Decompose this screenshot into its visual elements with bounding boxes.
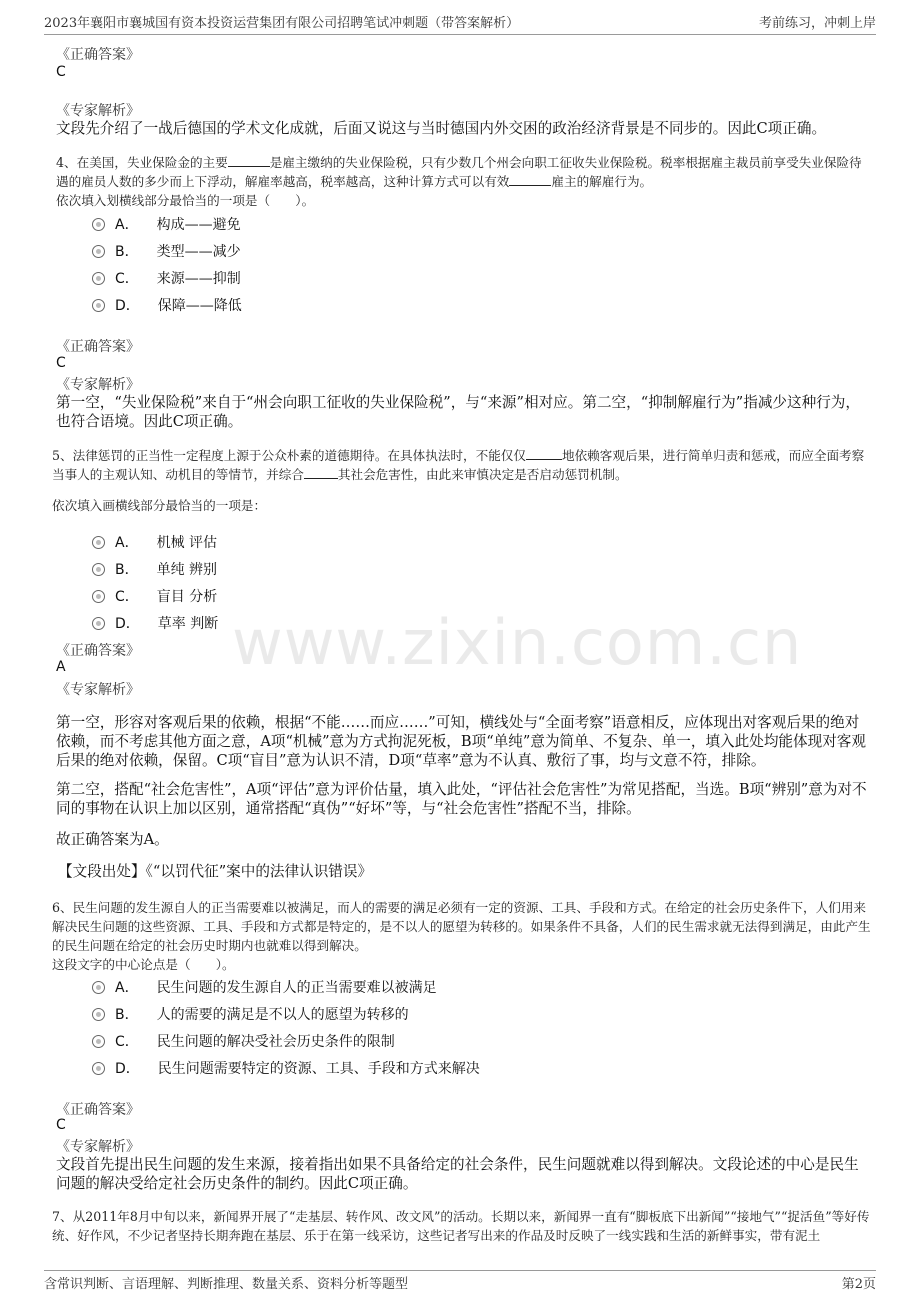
q5-option-a[interactable]: A． 机械 评估: [92, 532, 217, 552]
q6-option-c[interactable]: C． 民生问题的解决受社会历史条件的限制: [92, 1031, 395, 1051]
question-4-prompt: 依次填入划横线部分最恰当的一项是（ ）。: [56, 193, 315, 208]
radio-icon[interactable]: [92, 617, 105, 630]
blank-2: [304, 466, 338, 479]
q6-option-b[interactable]: B． 人的需要的满足是不以人的愿望为转移的: [92, 1004, 409, 1024]
answer-value: C: [56, 64, 66, 80]
analysis-text: 文段先介绍了一战后德国的学术文化成就，后面又说这与当时德国内外交困的政治经济背景是不同步的。因此C项正确。: [56, 120, 827, 137]
page-footer: [44, 1270, 876, 1293]
q4-option-a[interactable]: A． 构成——避免: [92, 214, 241, 234]
question-6-prompt: 这段文字的中心论点是（ ）。: [52, 957, 235, 972]
q4-option-b[interactable]: B． 类型——减少: [92, 241, 241, 261]
answer-value: C: [56, 355, 66, 371]
q6-option-a[interactable]: A． 民生问题的发生源自人的正当需要难以被满足: [92, 977, 437, 997]
question-5-stem: 5、法律惩罚的正当性一定程度上源于公众朴素的道德期待。在具体执法时，不能仅仅 地依赖客观后果，进行简单归责和惩戒，而应全面考察当事人的主观认知、动机目的等情节，并综合 其社会危害性，由此来审慎决定是否启动惩罚机制。: [52, 448, 865, 482]
question-7-stem: 7、从2011年8月中旬以来，新闻界开展了“走基层、转作风、改文风”的活动。长期以来，新闻界一直有“脚板底下出新闻”“接地气”“捉活鱼”等好传统、好作风，不少记者坚持长期奔跑在基层、乐于在第一线采访，这些记者写出来的作品及时反映了一线实践和生活的新鲜事实，带有泥土: [52, 1209, 870, 1243]
radio-icon[interactable]: [92, 245, 105, 258]
q6-option-d[interactable]: D． 民生问题需要特定的资源、工具、手段和方式来解决: [92, 1058, 480, 1078]
q5-option-b[interactable]: B． 单纯 辨别: [92, 559, 217, 579]
q5-option-c[interactable]: C． 盲目 分析: [92, 586, 217, 606]
answer-label: 《正确答案》: [56, 1102, 140, 1118]
analysis-paragraph-3: 故正确答案为A。: [56, 831, 169, 848]
analysis-paragraph-1: 第一空，形容对客观后果的依赖，根据“不能……而应……”可知，横线处与“全面考察”语意相反，应体现出对客观后果的绝对依赖，而不考虑其他方面之意，A项“机械”意为方式拘泥死板，B项“单纯”意为简单、不复杂、单一，填入此处均能体现对客观后果的绝对依赖，保留。C项“盲目”意为认识不清，D项“草率”意为不认真、敷衍了事，均与文意不符，排除。: [56, 714, 866, 769]
header-slogan: 考前练习，冲刺上岸: [758, 16, 876, 31]
answer-label: 《正确答案》: [56, 643, 140, 659]
q4-option-d[interactable]: D． 保障——降低: [92, 295, 242, 315]
question-6-stem: 6、民生问题的发生源自人的正当需要难以被满足，而人的需要的满足必须有一定的资源、工具、手段和方式。在给定的社会历史条件下，人们用来解决民生问题的这些资源、工具、手段和方式都是特定的，是不以人的愿望为转移的。如果条件不具备，人们的民生需求就无法得到满足，由此产生的民生问题在给定的社会历史时期内也就难以得到解决。: [52, 900, 871, 953]
radio-icon[interactable]: [92, 590, 105, 603]
question-5-prompt: 依次填入画横线部分最恰当的一项是：: [52, 498, 267, 513]
analysis-label: 《专家解析》: [56, 103, 140, 119]
answer-value: C: [56, 1117, 66, 1133]
radio-icon[interactable]: [92, 218, 105, 231]
radio-icon[interactable]: [92, 1008, 105, 1021]
page-number: 第2页: [841, 1276, 876, 1292]
blank-1: [228, 154, 270, 167]
analysis-paragraph-2: 第二空，搭配“社会危害性”，A项“评估”意为评价估量，填入此处，“评估社会危害性”为常见搭配，当选。B项“辨别”意为对不同的事物在认识上加以区别，通常搭配“真伪”“好坏”等，与“社会危害性”搭配不当，排除。: [56, 781, 867, 817]
radio-icon[interactable]: [92, 272, 105, 285]
q4-option-c[interactable]: C． 来源——抑制: [92, 268, 241, 288]
passage-source: 【文段出处】《“以罚代征”案中的法律认识错误》: [58, 863, 373, 880]
radio-icon[interactable]: [92, 981, 105, 994]
analysis-text: 第一空，“失业保险税”来自于“州会向职工征收的失业保险税”，与“来源”相对应。第二空，“抑制解雇行为”指减少这种行为，也符合语境。因此C项正确。: [56, 394, 860, 430]
radio-icon[interactable]: [92, 299, 105, 312]
answer-label: 《正确答案》: [56, 339, 140, 355]
blank-1: [526, 447, 562, 460]
question-4-stem: 4、在美国，失业保险金的主要 是雇主缴纳的失业保险税，只有少数几个州会向职工征收失业保险税。税率根据雇主裁员前享受失业保险待遇的雇员人数的多少而上下浮动，解雇率越高，税率越高，这种计算方式可以有效 雇主的解雇行为。: [56, 155, 862, 189]
q5-option-d[interactable]: D． 草率 判断: [92, 613, 218, 633]
radio-icon[interactable]: [92, 1035, 105, 1048]
analysis-label: 《专家解析》: [56, 682, 140, 698]
blank-2: [509, 173, 551, 186]
radio-icon[interactable]: [92, 536, 105, 549]
radio-icon[interactable]: [92, 1062, 105, 1075]
analysis-label: 《专家解析》: [56, 1139, 140, 1155]
analysis-label: 《专家解析》: [56, 377, 140, 393]
footer-categories: 含常识判断、言语理解、判断推理、数量关系、资料分析等题型: [44, 1276, 409, 1292]
page-header: [44, 12, 876, 35]
radio-icon[interactable]: [92, 563, 105, 576]
document-title: 2023年襄阳市襄城国有资本投资运营集团有限公司招聘笔试冲刺题（带答案解析）: [44, 16, 520, 31]
analysis-text: 文段首先提出民生问题的发生来源，接着指出如果不具备给定的社会条件，民生问题就难以得到解决。文段论述的中心是民生问题的解决受给定社会历史条件的制约。因此C项正确。: [56, 1156, 859, 1192]
answer-value: A: [56, 659, 66, 675]
answer-label: 《正确答案》: [56, 47, 140, 63]
watermark: www.zixin.com.cn: [232, 606, 803, 679]
